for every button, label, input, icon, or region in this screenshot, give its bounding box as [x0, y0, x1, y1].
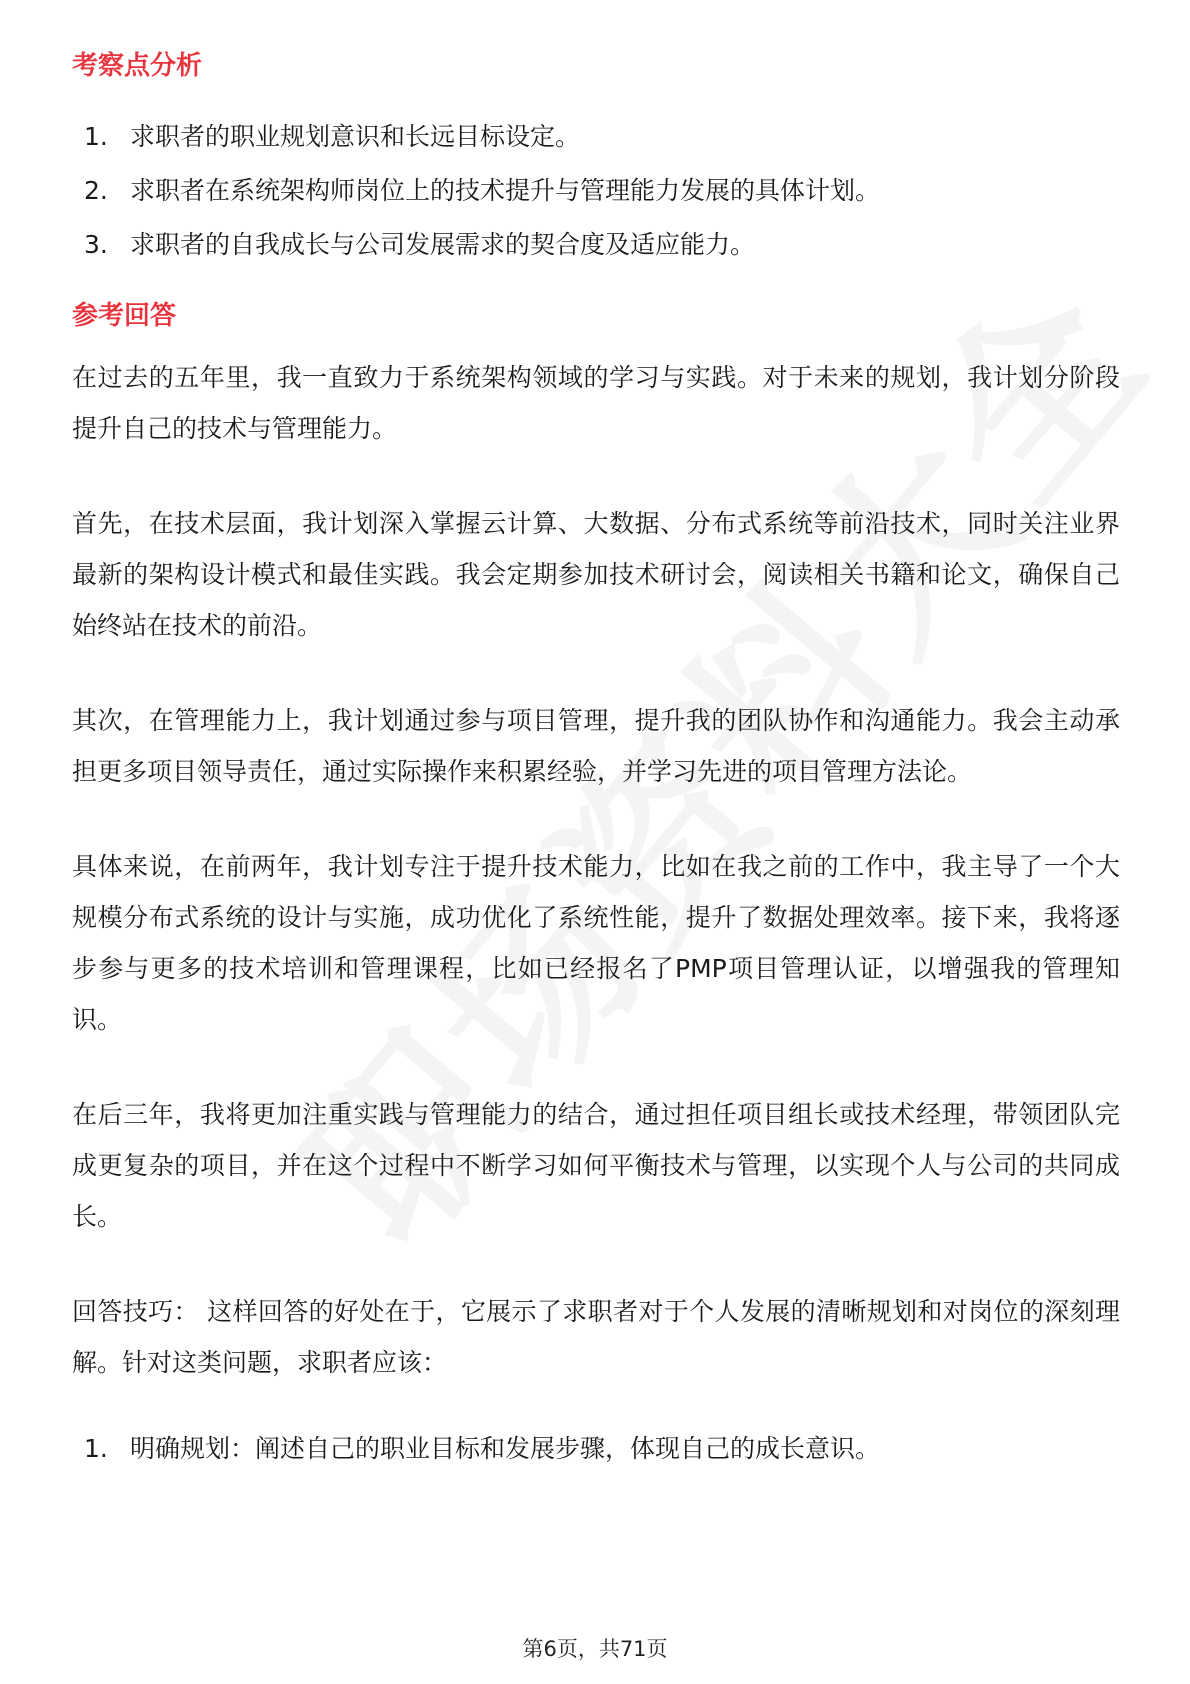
section-title-analysis: 考察点分析: [72, 51, 203, 81]
page-footer: 第6页，共71页: [522, 1637, 668, 1661]
list-item: [72, 164, 1120, 218]
list-number: 1.: [84, 122, 108, 151]
list-text: 求职者的自我成长与公司发展需求的契合度及适应能力。: [130, 230, 756, 259]
answer-paragraph: 在过去的五年里，我一直致力于系统架构领域的学习与实践。对于未来的规划，我计划分阶段提升自己的技术与管理能力。: [72, 363, 1120, 443]
answer-paragraph: 其次，在管理能力上，我计划通过参与项目管理，提升我的团队协作和沟通能力。我会主动承担更多项目领导责任，通过实际操作来积累经验，并学习先进的项目管理方法论。: [72, 706, 1120, 786]
answer-paragraph: 首先，在技术层面，我计划深入掌握云计算、大数据、分布式系统等前沿技术，同时关注业界最新的架构设计模式和最佳实践。我会定期参加技术研讨会，阅读相关书籍和论文，确保自己始终站在技术的前沿。: [72, 509, 1120, 640]
list-number: 1.: [84, 1434, 108, 1463]
document-page: [72, 44, 1120, 1476]
list-text: 求职者在系统架构师岗位上的技术提升与管理能力发展的具体计划。: [130, 176, 881, 205]
answer-paragraph: 具体来说，在前两年，我计划专注于提升技术能力，比如在我之前的工作中，我主导了一个大规模分布式系统的设计与实施，成功优化了系统性能，提升了数据处理效率。接下来，我将逐步参与更多的技术培训和管理课程，比如已经报名了PMP项目管理认证，以增强我的管理知识。: [72, 852, 1120, 1034]
section-title-answer: 参考回答: [72, 301, 177, 331]
list-item: [72, 1422, 1120, 1476]
list-item: [72, 110, 1120, 164]
answer-tips-paragraph: 回答技巧： 这样回答的好处在于，它展示了求职者对于个人发展的清晰规划和对岗位的深刻理解。针对这类问题，求职者应该：: [72, 1297, 1120, 1377]
answer-paragraph: 在后三年，我将更加注重实践与管理能力的结合，通过担任项目组长或技术经理，带领团队完成更复杂的项目，并在这个过程中不断学习如何平衡技术与管理，以实现个人与公司的共同成长。: [72, 1100, 1120, 1231]
list-item: [72, 218, 1120, 272]
list-number: 2.: [84, 176, 108, 205]
analysis-list: [72, 110, 1120, 272]
tips-list: [72, 1422, 1120, 1476]
list-text: 明确规划：阐述自己的职业目标和发展步骤，体现自己的成长意识。: [130, 1434, 881, 1463]
list-number: 3.: [84, 230, 108, 259]
list-text: 求职者的职业规划意识和长远目标设定。: [130, 122, 581, 151]
